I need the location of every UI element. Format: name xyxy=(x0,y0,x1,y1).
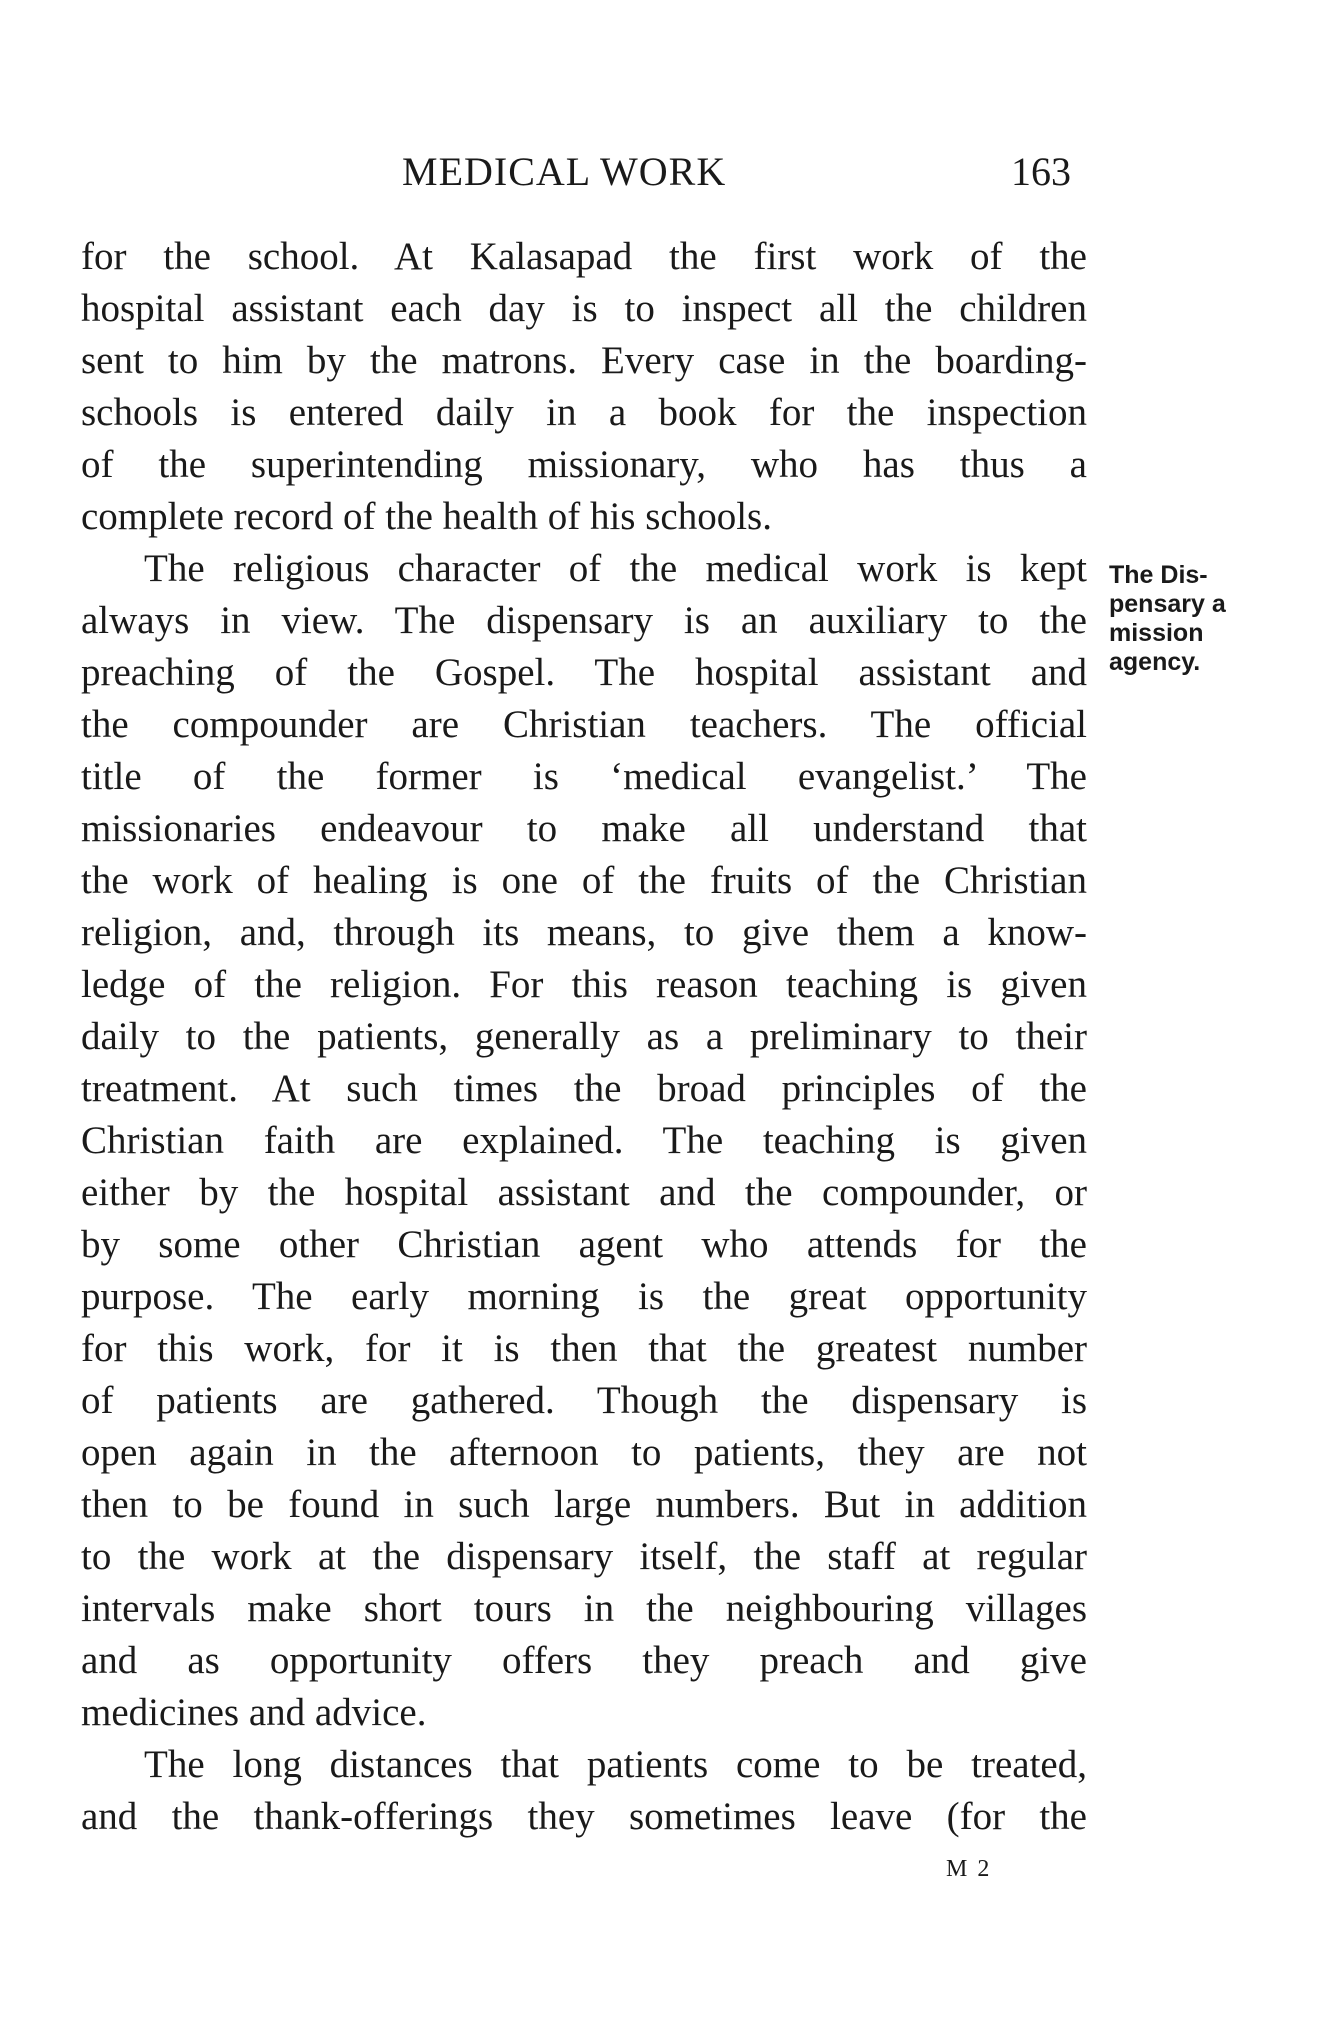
sidenote-line: mission xyxy=(1109,619,1204,647)
text-line: treatment. At such times the broad principles of the xyxy=(81,1067,1087,1110)
text-line: religion, and, through its means, to give them a know- xyxy=(81,911,1087,954)
page-number: 163 xyxy=(1011,149,1071,194)
text-line: always in view. The dispensary is an auxiliary to the xyxy=(81,599,1087,642)
text-line: to the work at the dispensary itself, the staff at regular xyxy=(81,1535,1087,1578)
text-line: intervals make short tours in the neighbouring villages xyxy=(81,1587,1087,1630)
sidenote-line: agency. xyxy=(1109,648,1201,676)
text-line: complete record of the health of his schools. xyxy=(81,495,772,538)
text-line: the work of healing is one of the fruits of the Christian xyxy=(81,859,1087,902)
page-title: MEDICAL WORK xyxy=(402,149,727,194)
text-line: ledge of the religion. For this reason teaching is given xyxy=(81,963,1087,1006)
text-line: title of the former is ‘medical evangelist.’ The xyxy=(81,755,1087,798)
sidenote-line: The Dis- xyxy=(1109,561,1208,589)
text-line: either by the hospital assistant and the compounder, or xyxy=(81,1171,1087,1214)
text-line: of patients are gathered. Though the dispensary is xyxy=(81,1379,1087,1422)
text-line: purpose. The early morning is the great opportunity xyxy=(81,1275,1087,1318)
text-line: The religious character of the medical work is kept xyxy=(144,547,1087,590)
text-line: The long distances that patients come to be treated, xyxy=(144,1743,1087,1786)
text-line: and as opportunity offers they preach and give xyxy=(81,1639,1087,1682)
text-line: Christian faith are explained. The teaching is given xyxy=(81,1119,1087,1162)
margin-sidenote xyxy=(1109,561,1289,677)
sidenote-line: pensary a xyxy=(1109,590,1226,618)
text-line: missionaries endeavour to make all understand that xyxy=(81,807,1087,850)
body-text xyxy=(81,231,1087,1843)
text-line: open again in the afternoon to patients, they are not xyxy=(81,1431,1087,1474)
text-line: the compounder are Christian teachers. The official xyxy=(81,703,1087,746)
text-line: of the superintending missionary, who has thus a xyxy=(81,443,1087,486)
signature-mark: M 2 xyxy=(946,1856,992,1882)
text-line: by some other Christian agent who attends for the xyxy=(81,1223,1087,1266)
text-line: schools is entered daily in a book for the inspection xyxy=(81,391,1087,434)
text-line: daily to the patients, generally as a preliminary to their xyxy=(81,1015,1087,1058)
text-line: then to be found in such large numbers. But in addition xyxy=(81,1483,1087,1526)
text-line: hospital assistant each day is to inspect all the children xyxy=(81,287,1087,330)
text-line: medicines and advice. xyxy=(81,1691,427,1734)
text-line: and the thank-offerings they sometimes leave (for the xyxy=(81,1795,1087,1838)
text-line: for the school. At Kalasapad the first work of the xyxy=(81,235,1087,278)
text-line: for this work, for it is then that the greatest number xyxy=(81,1327,1087,1370)
text-line: preaching of the Gospel. The hospital assistant and xyxy=(81,651,1087,694)
text-line: sent to him by the matrons. Every case in the boarding- xyxy=(81,339,1087,382)
